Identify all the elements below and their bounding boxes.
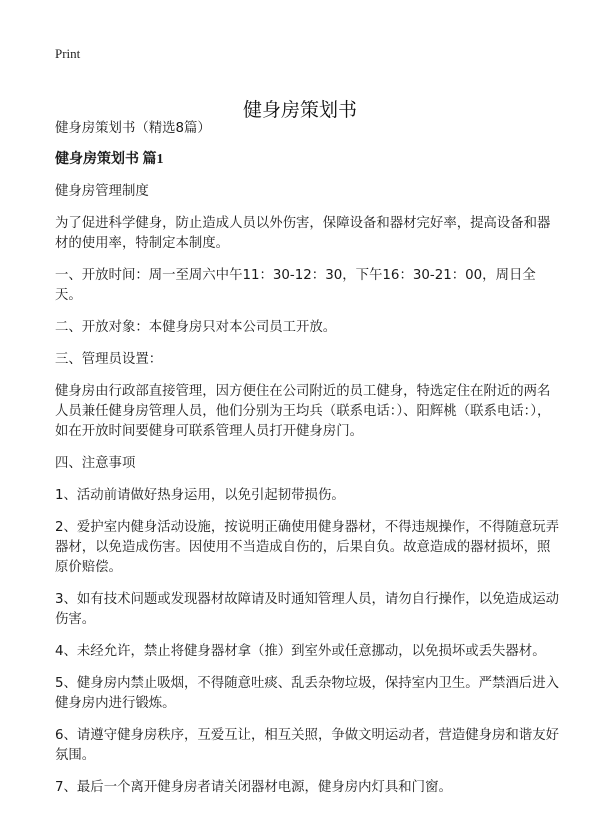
paragraph-notes-heading: 四、注意事项 (55, 456, 136, 471)
paragraph-audience: 二、开放对象：本健身房只对本公司员工开放。 (55, 320, 337, 335)
page-title: 健身房策划书 (242, 98, 357, 121)
paragraph-note-4: 4、未经允许，禁止将健身器材拿（推）到室外或任意挪动，以免损坏或丢失器材。 (55, 644, 546, 659)
paragraph-note-7: 7、最后一个离开健身房者请关闭器材电源，健身房内灯具和门窗。 (55, 780, 452, 795)
paragraph-management-title: 健身房管理制度 (55, 184, 149, 199)
document-subtitle: 健身房策划书（精选8篇） (55, 121, 211, 136)
section-heading: 健身房策划书 篇1 (55, 152, 164, 167)
paragraph-note-6: 6、请遵守健身房秩序，互爱互让，相互关照，争做文明运动者，营造健身房和谐友好氛围。 (55, 728, 559, 763)
paragraph-note-3: 3、如有技术问题或发现器材故障请及时通知管理人员，请勿自行操作，以免造成运动伤害。 (55, 592, 559, 627)
paragraph-purpose: 为了促进科学健身，防止造成人员以外伤害，保障设备和器材完好率，提高设备和器材的使用率，特制定本制度。 (55, 216, 551, 251)
paragraph-opening-hours: 一、开放时间：周一至周六中午11：30-12：30，下午16：30-21：00，周日全天。 (55, 268, 536, 303)
paragraph-note-1: 1、活动前请做好热身运用，以免引起韧带损伤。 (55, 488, 345, 503)
paragraph-note-2: 2、爱护室内健身活动设施，按说明正确使用健身器材，不得违规操作，不得随意玩弄器材，以免造成伤害。因使用不当造成自伤的，后果自负。故意造成的器材损坏，照原价赔偿。 (55, 520, 559, 575)
paragraph-admin-heading: 三、管理员设置： (55, 352, 163, 367)
paragraph-admin-detail: 健身房由行政部直接管理，因方便住在公司附近的员工健身，特选定住在附近的两名人员兼任健身房管理人员，他们分别为王均兵（联系电话：）、阳辉桃（联系电话：），如在开放时间要健身可联系管理人员打开健身房门。 (55, 384, 551, 439)
print-link[interactable]: Print (55, 46, 81, 61)
document-body (55, 119, 560, 810)
paragraph-note-5: 5、健身房内禁止吸烟，不得随意吐痰、乱丢杂物垃圾，保持室内卫生。严禁酒后进入健身房内进行锻炼。 (55, 676, 559, 711)
